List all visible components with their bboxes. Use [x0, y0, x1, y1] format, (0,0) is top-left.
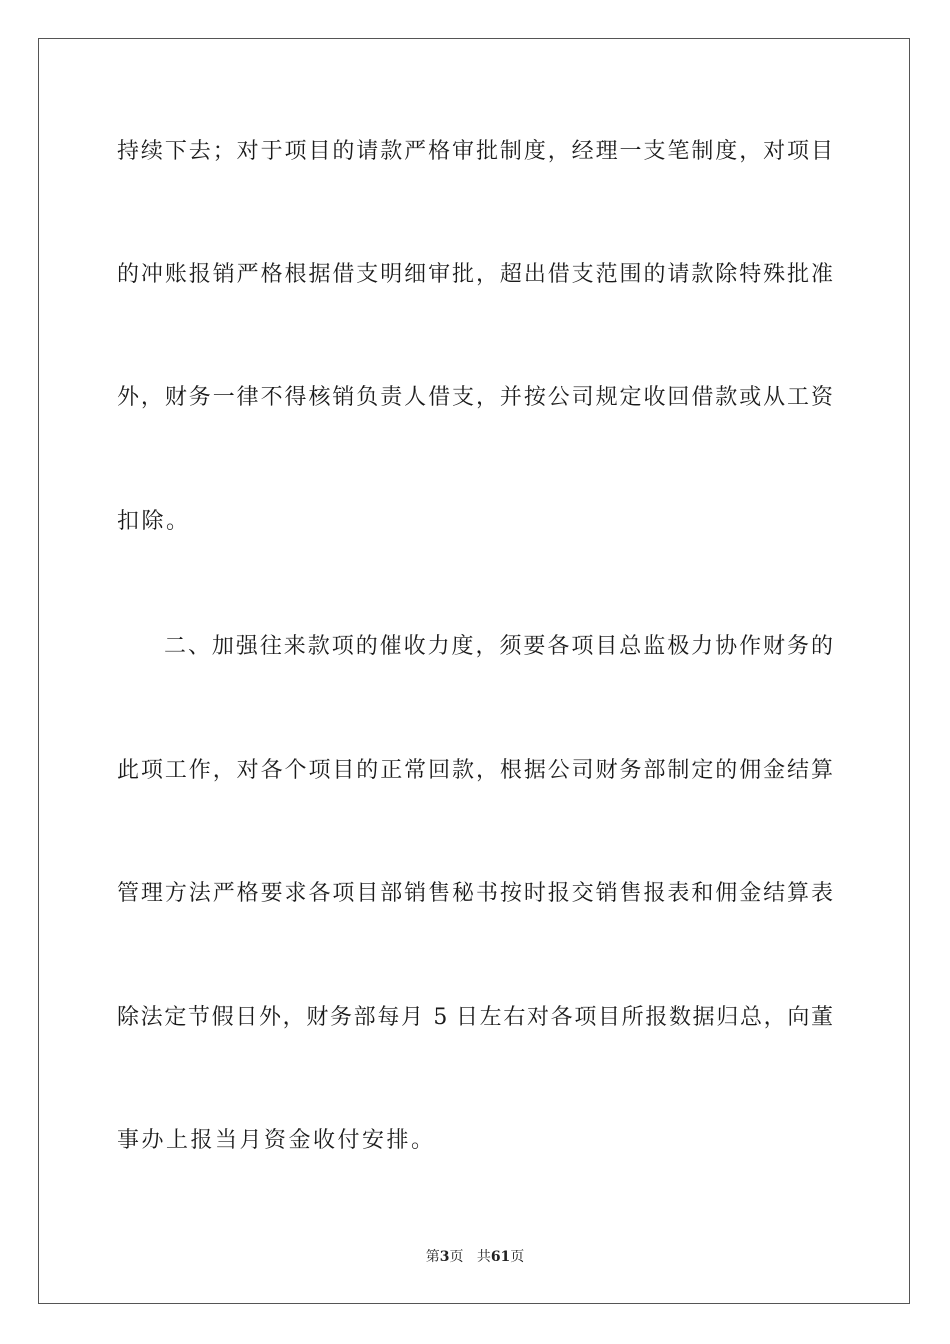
paragraph-1-line-3: 外，财务一律不得核销负责人借支，并按公司规定收回借款或从工资 [117, 385, 833, 410]
paragraph-2-line-3: 管理方法严格要求各项目部销售秘书按时报交销售报表和佣金结算表 [117, 881, 833, 906]
total-suffix: 页 [510, 1249, 525, 1265]
page-number: 3 [439, 1249, 450, 1265]
paragraph-1-line-2: 的冲账报销严格根据借支明细审批，超出借支范围的请款除特殊批准 [117, 262, 833, 287]
paragraph-2-line-4: 除法定节假日外，财务部每月 5 日左右对各项目所报数据归总，向董 [117, 1005, 833, 1030]
paragraph-1-line-4: 扣除。 [117, 509, 191, 534]
paragraph-1-line-1: 持续下去；对于项目的请款严格审批制度，经理一支笔制度，对项目 [117, 139, 833, 164]
page-suffix: 页 [449, 1249, 464, 1265]
paragraph-2-line-1: 二、加强往来款项的催收力度，须要各项目总监极力协作财务的 [164, 634, 833, 659]
page-prefix: 第 [425, 1249, 440, 1265]
paragraph-2-line-2: 此项工作，对各个项目的正常回款，根据公司财务部制定的佣金结算 [117, 758, 833, 783]
paragraph-2-line-5: 事办上报当月资金收付安排。 [117, 1128, 436, 1153]
page-border [38, 38, 910, 1304]
total-pages: 61 [490, 1249, 511, 1265]
page-footer [0, 1248, 950, 1266]
total-prefix: 共 [476, 1249, 491, 1265]
